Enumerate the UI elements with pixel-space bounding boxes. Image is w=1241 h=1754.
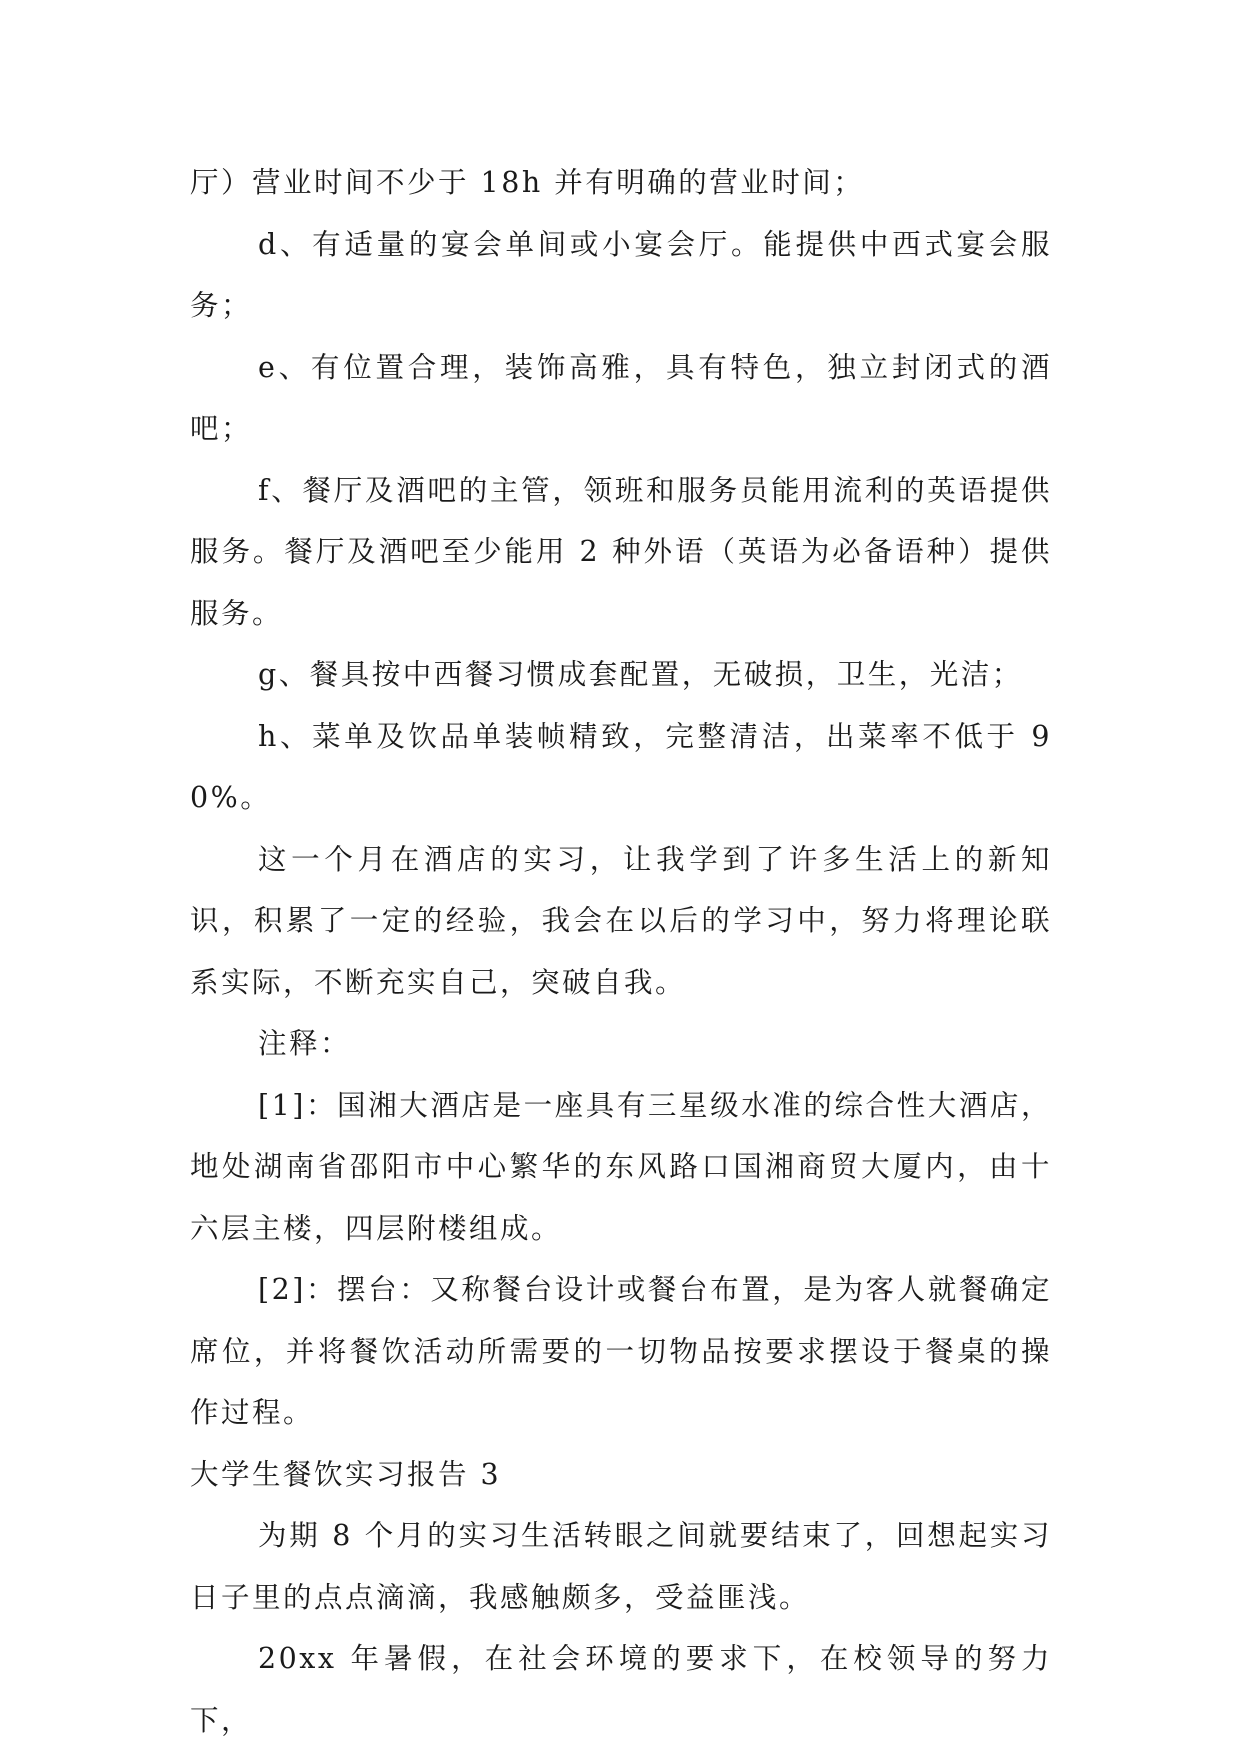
paragraph-5: g、餐具按中西餐习惯成套配置，无破损，卫生，光洁；: [258, 658, 1023, 691]
document-body: [190, 152, 1052, 1751]
paragraph-4: f、餐厅及酒吧的主管，领班和服务员能用流利的英语提供服务。餐厅及酒吧至少能用 2 种外语（英语为必备语种）提供服务。: [190, 473, 1052, 630]
footnote-1: [1]：国湘大酒店是一座具有三星级水准的综合性大酒店，地处湖南省邵阳市中心繁华的东风路口国湘商贸大厦内，由十六层主楼，四层附楼组成。: [190, 1088, 1052, 1245]
paragraph-1: 厅）营业时间不少于 18h 并有明确的营业时间；: [190, 166, 865, 199]
paragraph-7: 这一个月在酒店的实习，让我学到了许多生活上的新知识，积累了一定的经验，我会在以后的学习中，努力将理论联系实际，不断充实自己，突破自我。: [190, 842, 1052, 999]
footnote-2: [2]：摆台：又称餐台设计或餐台布置，是为客人就餐确定席位，并将餐饮活动所需要的一切物品按要求摆设于餐桌的操作过程。: [190, 1273, 1052, 1429]
section-heading: 大学生餐饮实习报告 3: [190, 1457, 502, 1491]
paragraph-6: h、菜单及饮品单装帧精致，完整清洁，出菜率不低于 90%。: [190, 719, 1052, 814]
paragraph-9: 20xx 年暑假，在社会环境的要求下，在校领导的努力下，: [190, 1642, 1052, 1737]
paragraph-8: 为期 8 个月的实习生活转眼之间就要结束了，回想起实习日子里的点点滴滴，我感触颇多，受益匪浅。: [190, 1519, 1052, 1614]
paragraph-notes-label: 注释：: [258, 1027, 352, 1060]
paragraph-3: e、有位置合理，装饰高雅，具有特色，独立封闭式的酒吧；: [190, 350, 1052, 445]
paragraph-2: d、有适量的宴会单间或小宴会厅。能提供中西式宴会服务；: [190, 227, 1052, 322]
